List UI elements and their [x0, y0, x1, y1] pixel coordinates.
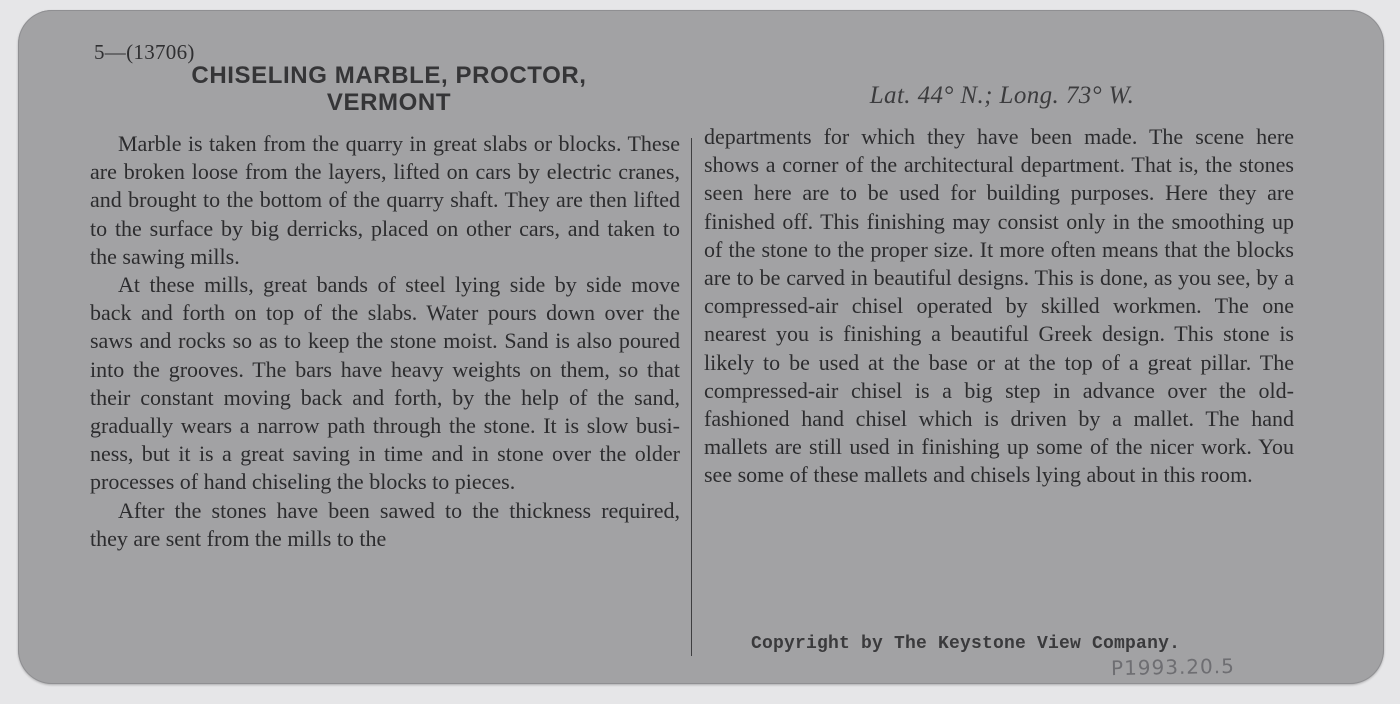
card-title — [124, 62, 654, 116]
column-divider — [691, 138, 692, 656]
catalog-number: P1993.20.5 — [1110, 653, 1236, 681]
right-column-text — [704, 123, 1294, 490]
card-title-line-1: CHISELING MARBLE, PROCTOR, — [191, 62, 587, 89]
left-paragraph-3: After the stones have been sawed to the thickness required, they are sent from the mills to the — [90, 497, 680, 551]
card-title-line-2: VERMONT — [326, 89, 452, 116]
right-paragraph-1: departments for which they have been made. The scene here shows a corner of the architectural department. That is, the stones seen here are to be used for building purposes. Here they are finished off. This finishing may consist only in the smoothing up of the stone to the proper size. It more often means that the blocks are to be carved in beautiful designs. This is done, as you see, by a compressed-air chisel operated by skilled workmen. The one nearest you is finishing a beautiful Greek design. This stone is likely to be used at the base or at the top of a great pillar. The compressed-air chisel is a big step in advance over the old-fashioned hand chisel which is driven by a mallet. The hand mallets are still used in finishing up some of the nicer work. You see some of these mallets and chisels lying about in this room. — [704, 124, 1294, 488]
left-paragraph-2: At these mills, great bands of steel lying side by side move back and forth on top of the slabs. Water pours down over the saws and rocks so as to keep the stone moist. Sand is also poured into the grooves. The bars have heavy weights on them, so that their constant moving back and forth, by the help of the sand, gradually wears a narrow path through the stone. It is slow business, but it is a great saving in time and in stone over the older processes of hand chiseling the blocks to pieces. — [90, 272, 680, 495]
copyright-line: Copyright by The Keystone View Company. — [751, 634, 1181, 654]
left-paragraph-1: Marble is taken from the quarry in great slabs or blocks. These are broken loose from the layers, lifted on cars by electric cranes, and brought to the bottom of the quarry shaft. They are then lifted to the surface by big derricks, placed on other cars, and taken to the sawing mills. — [90, 131, 680, 269]
stereograph-card-back — [18, 10, 1384, 684]
card-number: 5—(13706) — [94, 40, 195, 64]
left-column-text — [90, 130, 680, 553]
lat-long: Lat. 44° N.; Long. 73° W. — [869, 82, 1135, 109]
